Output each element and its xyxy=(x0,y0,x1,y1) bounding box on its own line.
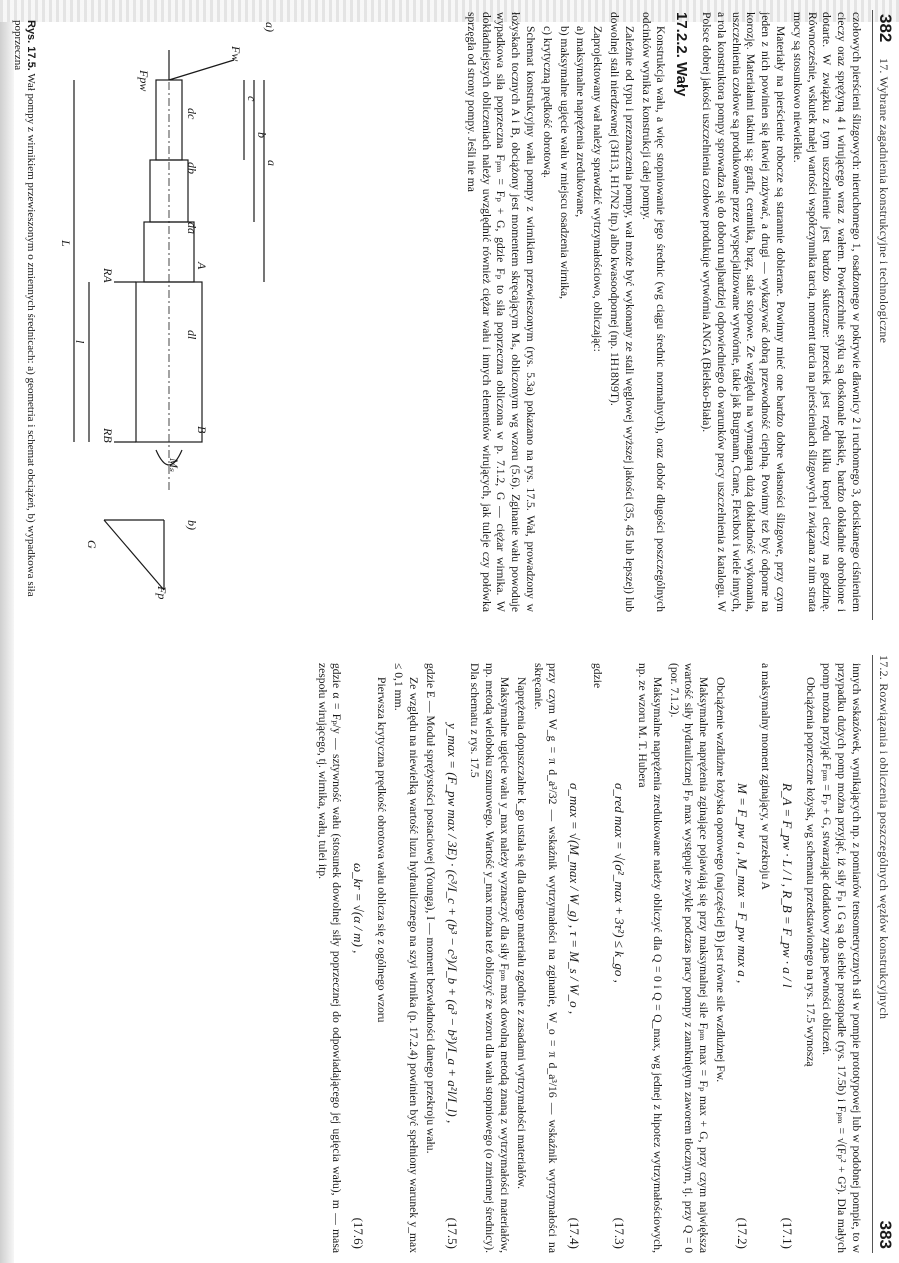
paragraph: przy czym W_g = π d_a³/32 — wskaźnik wytrzymałości na zginanie, W_o = π d_a³/16 — wskaźnik wytrzymałości na skręcanie. xyxy=(531,663,560,1253)
header-rule xyxy=(872,10,873,620)
fig-moment-ms: Mₛ xyxy=(167,458,181,473)
figure-caption-text: Wał pompy z wirnikiem przewieszonym o zmiennych średnicach: a) geometria i schemat obciążeń, b) wypadkowa siła poprzeczna xyxy=(12,20,37,597)
paragraph: gdzie E — Moduł sprężystości postaciowej (Younga), I — moment bezwładności danego przekroju wału. xyxy=(423,663,437,1154)
paragraph: Konstrukcja wału, a więc stopniowanie jego średnic (wg ciągu średnic normalnych), oraz dobór długości poszczególnych odcinków wynika z konstrukcji całej pompy. xyxy=(639,12,668,612)
fig-bearing-b: B xyxy=(195,426,209,434)
fig-dim-a: a xyxy=(265,160,279,166)
list-item: a) maksymalne naprężenia zredukowane, xyxy=(574,26,588,218)
figure-caption-label: Rys. 17.5. xyxy=(25,20,37,71)
body-text xyxy=(312,663,863,1253)
formula-17-5: y_max = (F_pw max / 3E) · (c³/I_c + (b³ − c³)/I_b + (a³ − b³)/I_a + a²l/I_l) , (17.5) xyxy=(444,723,460,1249)
fig-dim-dl: dl xyxy=(185,330,199,340)
paragraph: Obciążenie wzdłużne łożyska oporowego (najczęściej B) jest równe sile wzdłużnej Fw. xyxy=(714,677,728,1083)
fig-dim-dc: dc xyxy=(185,108,199,120)
paragraph: Zaprojektowany wał należy sprawdzić wytrzymałościowo, obliczając: xyxy=(591,26,605,352)
paragraph: Maksymalne naprężenia zredukowane należy obliczyć dla Q = 0 i Q = Q_max, wg jednej z hipotez wytrzymałościowych, np. ze wzoru M. T. Hubera xyxy=(636,663,664,1253)
formula-17-3: σ_red max = √(σ²_max + 3τ²) ≤ k_go , (17.3) xyxy=(612,783,628,1249)
paragraph: Materiały na pierścienie robocze są starannie dobierane. Powinny mieć one bardzo dobre własności ślizgowe, przy czym jeden z nich powinien się łatwiej zużywać, a drugi — wykazywać dobrą przewodność cieplną. Powinny też być odporne na korozję. Materiałami takimi są: grafit, ceramika, brąz, stale stopowe. Ze względu na wymaganą dużą dokładność wykonania, uszczelnienia czołowe są produkowane przez wyspecjalizowane wytwórnie, takie jak Burgmann, Crane, Flexibox i wiele innych, a rola konstruktora pompy sprowadza się do doboru najbardziej odpowiedniego do warunków pracy uszczelnienia z katalogu. W Polsce dobrej jakości uszczelnienia czołowe produkuje wytwórnia ANGA (Bielsko-Biała). xyxy=(700,12,788,612)
page-number: 383 xyxy=(876,1220,895,1249)
paragraph: Maksymalne naprężenia zginające pojawiają się przy maksymalnej sile Fₚₘ max = Fₚ max + G, przy czym największa wartość siły hydraulicznej Fₚ max występuje zwykle podczas pracy pompy z zamkniętym zaworem tłocznym, tj. przy Q = 0 (por. 7.1.2). xyxy=(667,663,711,1253)
paragraph: innych wskazówek, wynikających np. z pomiarów tensometrycznych sił w pompie prototypowej lub w podobnej pompie, to w przypadku dużych pomp można przyjąć, iż siły Fₚ i G są do siebie prostopadłe (rys. 17.5b) i Fₚₘ = √(Fₚ² + G²). Dla małych pomp można przyjąć Fₚₘ = Fₚ + G, stwarzając dodatkowy zapas pewności obliczeń. xyxy=(820,663,863,1253)
paragraph: Maksymalne ugięcie wału y_max należy wyznaczyć dla siły Fₚₘ max dowolną metodą znaną z wytrzymałości materiałów, np. metodą wieloboku sznurowego. Wartość y_max można też obliczyć ze wzoru dla wału stopniowego (o zmiennej średnicy). Dla schematu z rys. 17.5 xyxy=(468,663,512,1253)
fig-force-fw: Fw xyxy=(229,46,243,62)
shaft-figure xyxy=(44,20,274,620)
section-title: 17.2.2. Wały xyxy=(673,12,691,97)
fig-force-fp: Fp xyxy=(155,586,169,600)
fig-part-b-label: b) xyxy=(185,520,199,530)
header-rule xyxy=(872,655,873,1253)
running-head: 17.2. Rozwiązania i obliczenia poszczególnych węzłów konstrukcyjnych xyxy=(877,655,891,1020)
paragraph: Ze względu na niewielką wartość luzu hydraulicznego na szyi wirnika (p. 17.2.4) powinien być spełniony warunek y_max ≤ 0,1 mm. xyxy=(392,663,420,1253)
fig-reaction-rb: RB xyxy=(101,428,115,443)
paragraph: Pierwsza krytyczna prędkość obrotowa wału oblicza się z ogólnego wzoru xyxy=(375,677,389,1023)
paragraph: a maksymalny moment zginający, w przekroju A xyxy=(758,663,772,890)
paragraph: Zależnie od typu i przeznaczenia pompy, wał może być wykonany ze stali węglowej wyższej jakości (35, 45 lub lepszej) lub dowolnej stali nierdzewnej (3H13, H17N2 itp.) albo kwasoodpornej (np. 1H18N9T). xyxy=(608,12,636,612)
formula-17-4: σ_max = √(M_max / W_g) , τ = M_s / W_o , (17.4) xyxy=(567,783,583,1249)
paragraph: Obciążenia poprzeczne łożysk, wg schematu przedstawionego na rys. 17.5 wynoszą xyxy=(803,677,817,1067)
fig-dim-da: da xyxy=(185,222,199,234)
formula-17-1: R_A = F_pw · L / l , R_B = F_pw · a / l (17.1) xyxy=(779,783,795,1249)
fig-bearing-a: A xyxy=(195,262,209,270)
fig-dim-db: db xyxy=(185,162,199,174)
paragraph: gdzie α = Fₚ/y — sztywność wału (stosunek dowolnej siły poprzecznej do odpowiadającego jej ugięcia wału), m — masa zespołu wirującego, tj. wirnika, wału, tulei itp. xyxy=(315,663,344,1253)
fig-force-g: G xyxy=(85,540,99,549)
fig-dim-l: l xyxy=(73,340,87,344)
running-head: 17. Wybrane zagadnienia konstrukcyjne i technologiczne xyxy=(877,58,891,344)
list-item: c) krytyczną prędkość obrotową. xyxy=(540,26,554,178)
list-item: b) maksymalne ugięcie wału w miejscu osadzenia wirnika, xyxy=(557,26,571,300)
body-text xyxy=(461,12,863,612)
paragraph: gdzie xyxy=(591,663,605,689)
fig-dim-b: b xyxy=(255,132,269,138)
paragraph: Naprężenia dopuszczalne k_go ustala się dla danego materiału zgodnie z zasadami wytrzymałości materiałów. xyxy=(514,677,528,1190)
formula-17-2: M = F_pw a , M_max = F_pw max a , (17.2) xyxy=(735,783,751,1249)
formula-17-6: ω_kr = √(α / m) , (17.6) xyxy=(351,863,367,1249)
fig-dim-L: L xyxy=(59,240,73,247)
fig-force-fpw: Fpw xyxy=(137,70,151,92)
page-number: 382 xyxy=(876,14,895,43)
fig-dim-c: c xyxy=(245,96,259,102)
fig-reaction-ra: RA xyxy=(101,268,115,283)
paragraph: czołowych pierścieni ślizgowych: nieruchomego 1, osadzonego w pokrywie dławnicy 2 i ruchomego 3, dociskanego ciśnieniem cieczy oraz sprężyną 4 i wirującego wraz z wałem. Powierzchnie styku są doskonale płaskie, bardzo dokładnie obrobione i dotarte. W związku z tym uszczelnienie jest bardzo skuteczne: przeciek jest rzędu kilku kropel cieczy na godzinę. Równocześnie, wskutek małej wartości współczynnika tarcia, moment tarcia na pierścieniach ślizgowych i związana z nim strata mocy są stosunkowo niewielkie. xyxy=(790,12,863,612)
figure-caption xyxy=(11,20,37,620)
page-383 xyxy=(0,645,899,1263)
paragraph: Schemat konstrukcyjny wału pompy z wirnikiem przewieszonym (rys. 5.3a) pokazano na rys. 17.5. Wał, prowadzony w łożyskach tocznych A i B, obciążony jest momentem skręcającym Mₛ, obliczonym wg wzoru (5.6). Zginanie wału powoduje wypadkowa siła poprzeczna Fₚₘ = Fₚ + G, gdzie Fₚ to siła poprzeczna obliczona w p. 7.1.2, G — ciężar wirnika. W dokładniejszych obliczeniach należy uwzględnić również ciężar wału i innych elementów wirujących, jak tuleje czy połówka sprzęgła od strony pompy. Jeśli nie ma xyxy=(464,12,538,612)
fig-part-a-label: a) xyxy=(263,22,277,32)
